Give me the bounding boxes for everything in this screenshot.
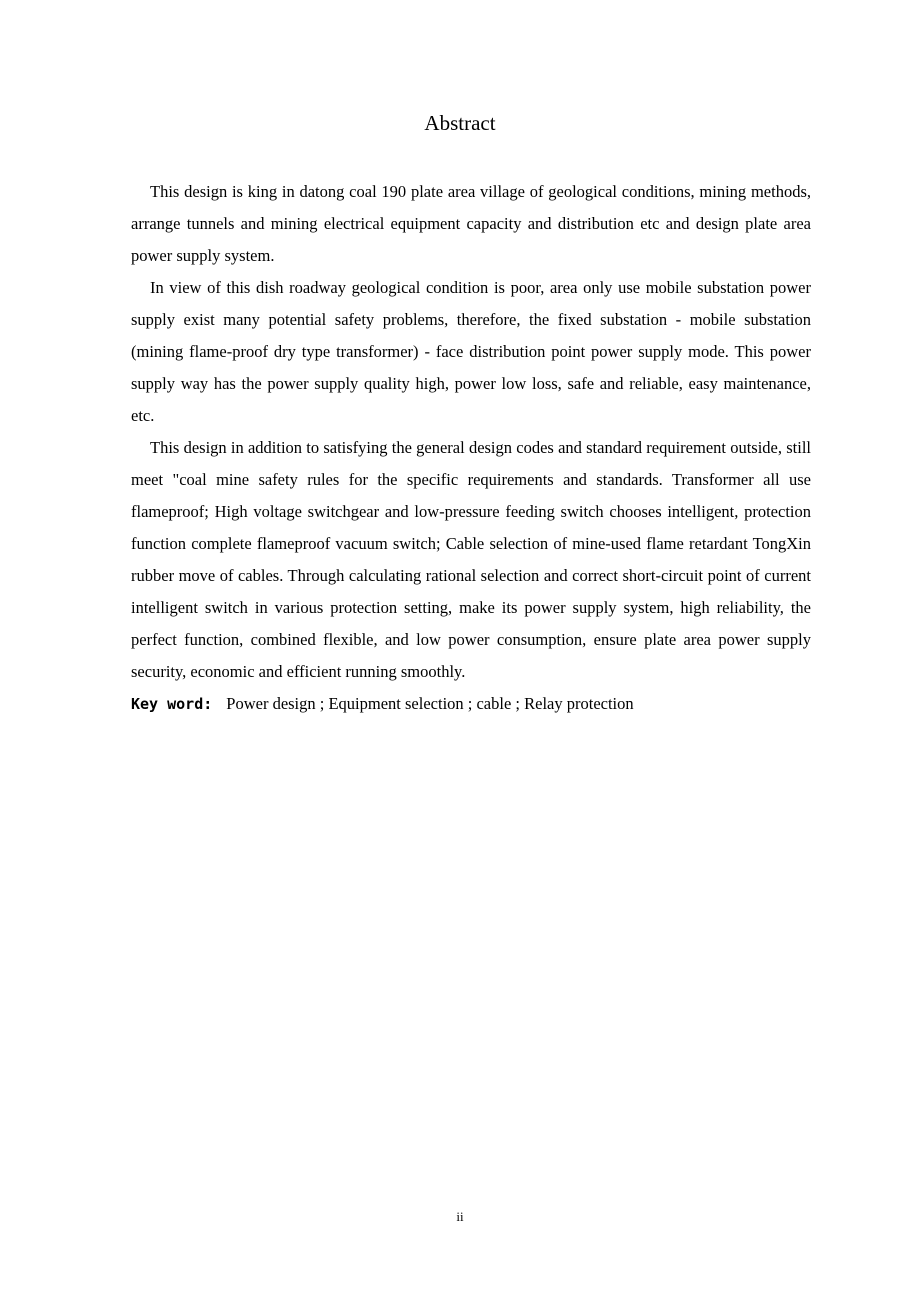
abstract-paragraph-1: This design is king in datong coal 190 plate area village of geological conditions, mining methods, arrange tunnels and mining electrical equipment capacity and distribution etc and design plate area power supply system. — [131, 182, 811, 265]
abstract-paragraph-3: This design in addition to satisfying the general design codes and standard requirement outside, still meet "coal mine safety rules for the specific requirements and standards. Transformer all use flameproof; High voltage switchgear and low-pressure feeding switch chooses intelligent, protection function complete flameproof vacuum switch; Cable selection of mine-used flame retardant TongXin rubber move of cables. Through calculating rational selection and correct short-circuit point of current intelligent switch in various protection setting, make its power supply system, high reliability, the perfect function, combined flexible, and low power consumption, ensure plate area power supply security, economic and efficient running smoothly. — [131, 438, 811, 681]
abstract-paragraph-2: In view of this dish roadway geological condition is poor, area only use mobile substation power supply exist many potential safety problems, therefore, the fixed substation - mobile substation (mining flame-proof dry type transformer) - face distribution point power supply mode. This power supply way has the power supply quality high, power low loss, safe and reliable, easy maintenance, etc. — [131, 278, 811, 425]
abstract-body — [131, 176, 811, 720]
abstract-title: Abstract — [424, 111, 496, 135]
page-number: ii — [456, 1209, 464, 1224]
keywords-value: Power design ; Equipment selection ; cable ; Relay protection — [226, 694, 634, 713]
keywords-label: Key word: — [131, 695, 213, 713]
keywords-line — [131, 688, 811, 720]
